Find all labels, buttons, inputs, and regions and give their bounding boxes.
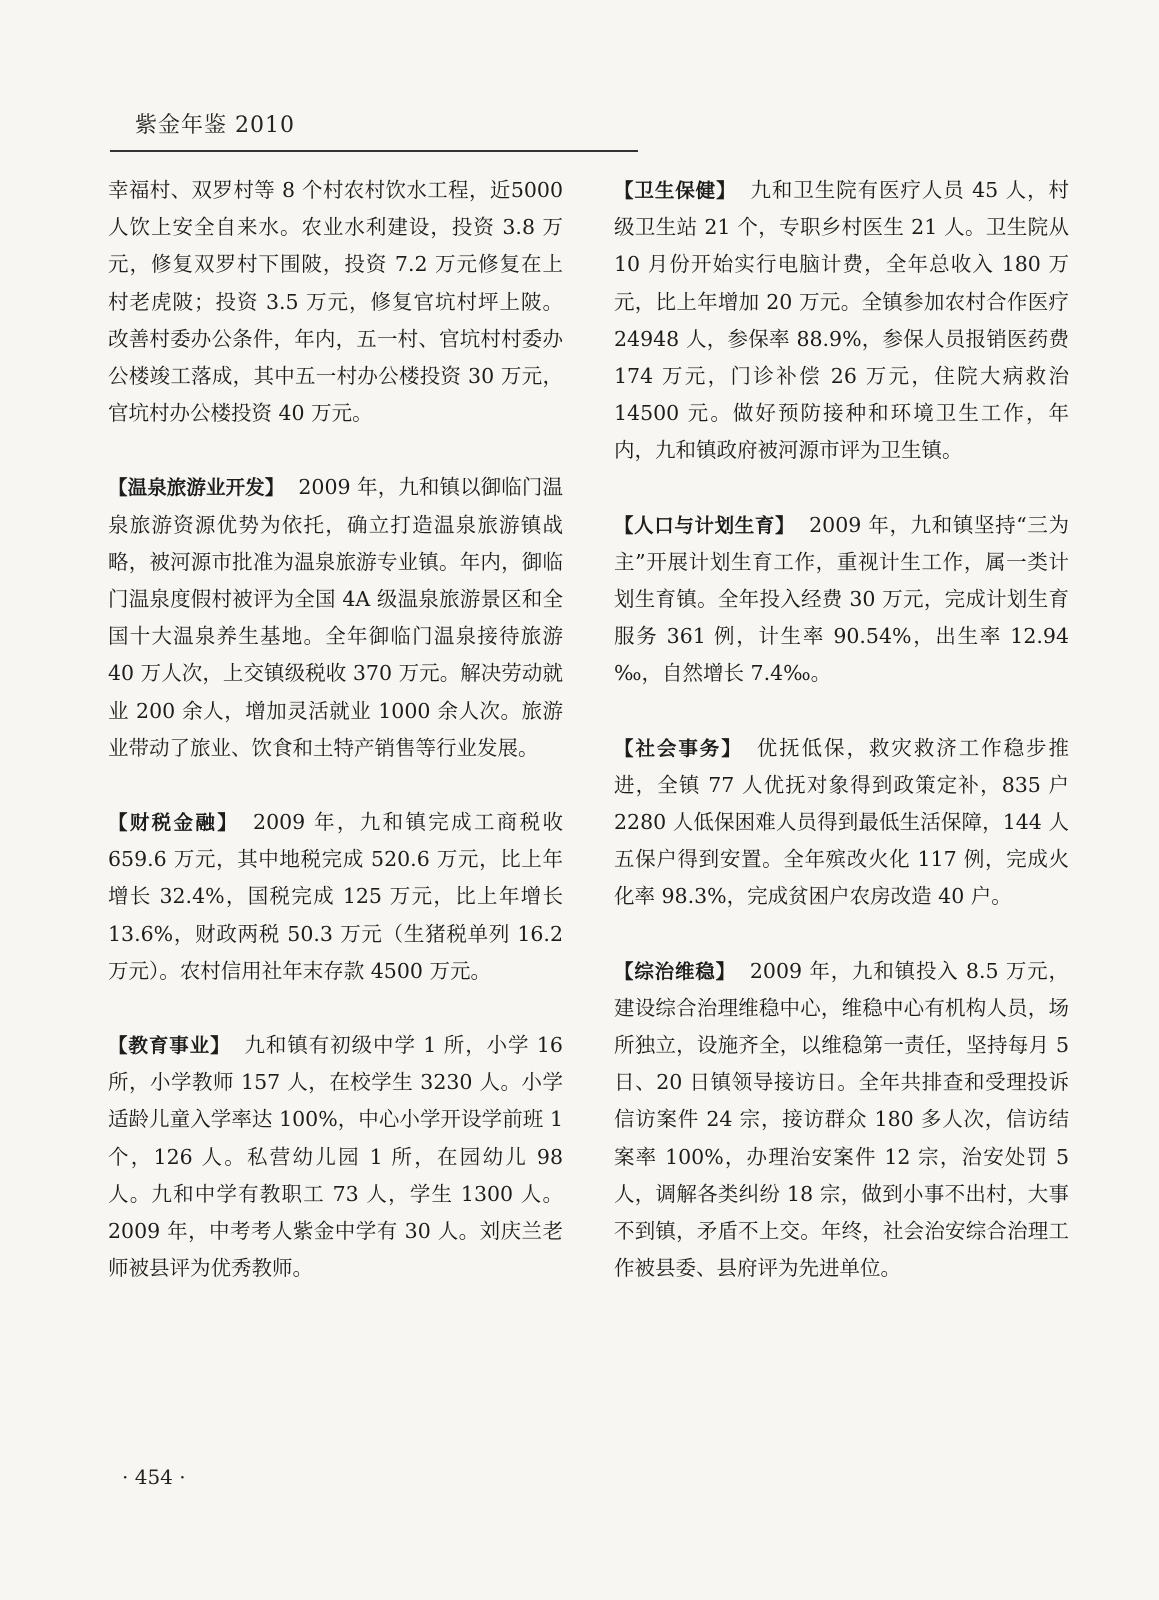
section-text: 2009 年，九和镇坚持“三为主”开展计划生育工作，重视计生工作，属一类计划生育镇。全年投入经费 30 万元，完成计划生育服务 361 例，计生率 90.54%，出生率 12.94 ‰，自然增长 7.4‰。: [614, 512, 1069, 686]
section-heading: 【财税金融】: [108, 811, 240, 835]
section-hot-spring-tourism: [108, 469, 563, 767]
left-column: [108, 172, 563, 1324]
running-header: 紫金年鉴 2010: [135, 113, 295, 138]
section-text: 幸福村、双罗村等 8 个村农村饮水工程，近5000 人饮上安全自来水。农业水利建设，投资 3.8 万元，修复双罗村下围陂，投资 7.2 万元修复在上村老虎陂；投资 3.5 万元，修复官坑村坪上陂。改善村委办公条件，年内，五一村、官坑村村委办公楼竣工落成，其中五一村办公楼投资 30 万元，官坑村办公楼投资 40 万元。: [108, 178, 563, 426]
section-heading: 【卫生保健】: [614, 179, 737, 202]
header-rule: [110, 150, 638, 152]
section-heading: 【教育事业】: [108, 1034, 231, 1058]
section-health-care: [614, 172, 1069, 470]
section-heading: 【温泉旅游业开发】: [108, 476, 285, 500]
section-text: 九和卫生院有医疗人员 45 人，村级卫生站 21 个，专职乡村医生 21 人。卫生院从 10 月份开始实行电脑计费，全年总收入 180 万元，比上年增加 20 万元。全镇参加农村合作医疗 24948 人，参保率 88.9%，参保人员报销医药费 174 万元，门诊补偿 26 万元，住院大病救治 14500 元。做好预防接种和环境卫生工作，年内，九和镇政府被河源市评为卫生镇。: [614, 178, 1069, 463]
section-finance-tax: [108, 804, 563, 990]
section-heading: 【社会事务】: [614, 736, 743, 760]
section-text: 九和镇有初级中学 1 所，小学 16 所，小学教师 157 人，在校学生 3230 人。小学适龄儿童入学率达 100%，中心小学开设学前班 1 个，126 人。私营幼儿园 1 所，在园幼儿 98 人。九和中学有教职工 73 人，学生 1300 人。2009 年，中考考人紫金中学有 30 人。刘庆兰老师被县评为优秀教师。: [108, 1033, 563, 1281]
page-number: · 454 ·: [122, 1465, 186, 1489]
section-text: 2009 年，九和镇投入 8.5 万元，建设综合治理维稳中心，维稳中心有机构人员，场所独立，设施齐全，以维稳第一责任，坚持每月 5 日、20 日镇领导接访日。全年共排查和受理投诉信访案件 24 宗，接访群众 180 多人次，信访结案率 100%，办理治安案件 12 宗，治安处罚 5 人，调解各类纠纷 18 宗，做到小事不出村，大事不到镇，矛盾不上交。年终，社会治安综合治理工作被县委、县府评为先进单位。: [614, 958, 1069, 1281]
section-heading: 【人口与计划生育】: [614, 513, 796, 537]
section-text: 优抚低保，救灾救济工作稳步推进，全镇 77 人优抚对象得到政策定补，835 户 2280 人低保困难人员得到最低生活保障，144 人五保户得到安置。全年殡改火化 117 例，完成火化率 98.3%，完成贫困户农房改造 40 户。: [614, 735, 1069, 909]
section-public-security: [614, 953, 1069, 1288]
section-text: 2009 年，九和镇以御临门温泉旅游资源优势为依托，确立打造温泉旅游镇战略，被河源市批准为温泉旅游专业镇。年内，御临门温泉度假村被评为全国 4A 级温泉旅游景区和全国十大温泉养生基地。全年御临门温泉接待旅游 40 万人次，上交镇级税收 370 万元。解决劳动就业 200 余人，增加灵活就业 1000 余人次。旅游业带动了旅业、饮食和土特产销售等行业发展。: [108, 475, 563, 760]
right-column: [614, 172, 1069, 1324]
section-social-affairs: [614, 730, 1069, 916]
section-text: 2009 年，九和镇完成工商税收 659.6 万元，其中地税完成 520.6 万元，比上年增长 32.4%，国税完成 125 万元，比上年增长 13.6%，财政两税 50.3 万元（生猪税单列 16.2 万元）。农村信用社年末存款 4500 万元。: [108, 810, 563, 983]
section-water-projects: [108, 172, 563, 432]
section-education: [108, 1027, 563, 1287]
section-population-planning: [614, 507, 1069, 693]
section-heading: 【综治维稳】: [614, 959, 736, 983]
